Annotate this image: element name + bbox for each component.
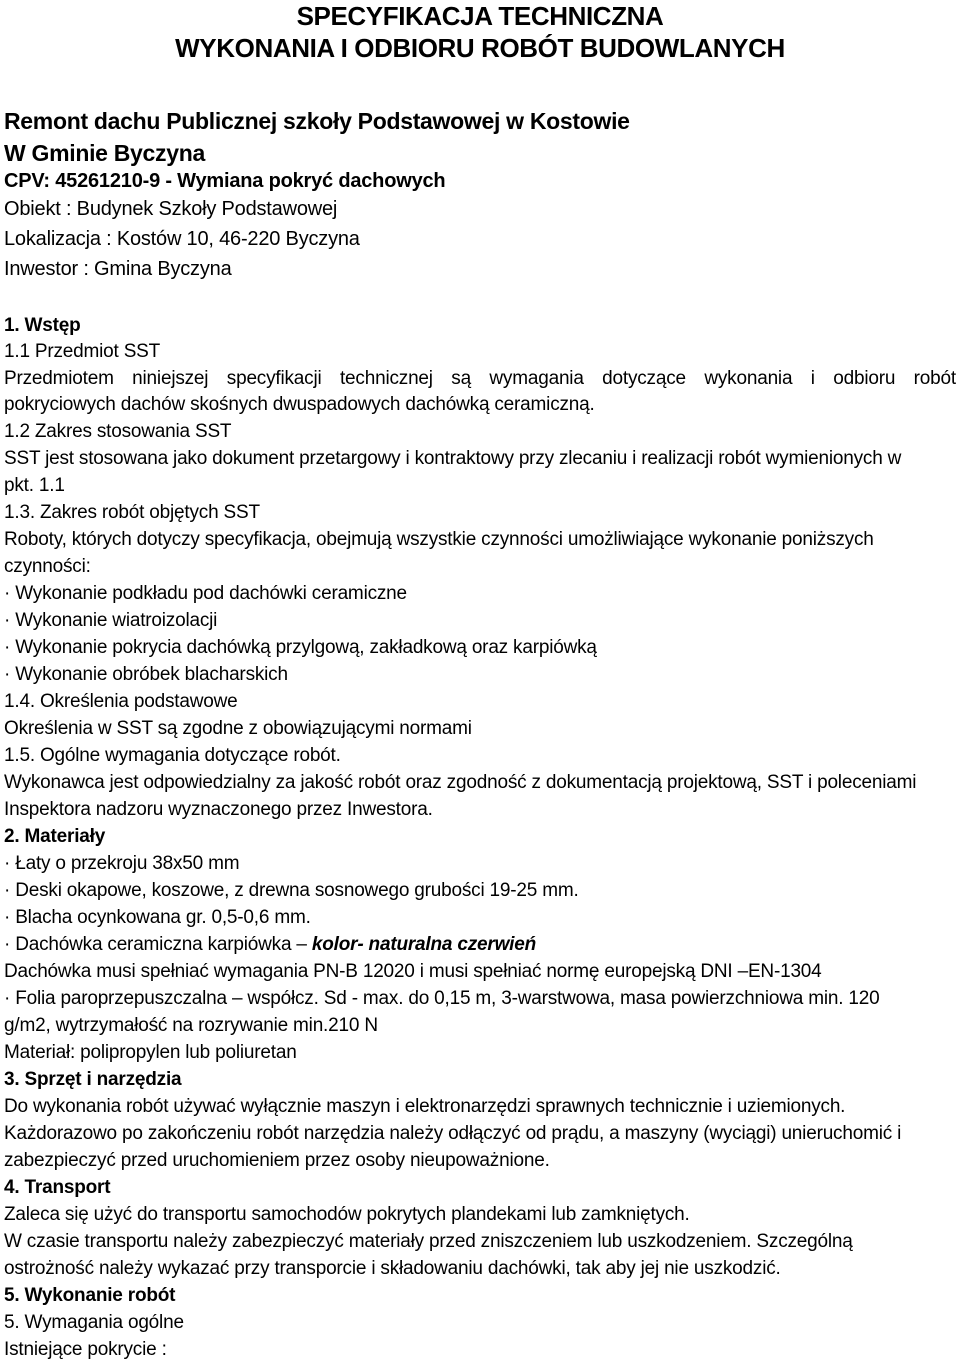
location-info: Lokalizacja : Kostów 10, 46-220 Byczyna [4,228,360,250]
section-2-heading: 2. Materiały [4,826,106,847]
section-4-paragraph-line-2: W czasie transportu należy zabezpieczyć materiały przed zniszczeniem lub uszkodzeniem. Szczególną [4,1231,853,1252]
material-item-boards: · Deski okapowe, koszowe, z drewna sosnowego grubości 19-25 mm. [4,880,579,901]
material-item-laths: · Łaty o przekroju 38x50 mm [4,853,240,874]
section-1-3-paragraph-line-1: Roboty, których dotyczy specyfikacja, obejmują wszystkie czynności umożliwiające wykonanie poniższych [4,529,874,550]
section-1-heading: 1. Wstęp [4,315,81,336]
section-1-5-paragraph-line-1: Wykonawca jest odpowiedzialny za jakość robót oraz zgodność z dokumentacją projektową, SST i poleceniami [4,772,917,793]
investor-info: Inwestor : Gmina Byczyna [4,258,232,280]
section-5-heading: 5. Wykonanie robót [4,1285,176,1306]
section-4-paragraph-line-3: ostrożność należy wykazać przy transporcie i składowaniu dachówki, tak aby jej nie uszkodzić. [4,1258,781,1279]
section-3-paragraph-line-2: Każdorazowo po zakończeniu robót narzędzia należy odłączyć od prądu, a maszyny (wyciągi) unieruchomić i [4,1123,902,1144]
list-item: · Wykonanie podkładu pod dachówki ceramiczne [4,583,407,604]
section-1-1-paragraph-line-2: pokryciowych dachów skośnych dwuspadowych dachówką ceramiczną. [4,394,595,415]
project-name-line-1: Remont dachu Publicznej szkoły Podstawowej w Kostowie [4,108,630,134]
section-3-paragraph-line-3: zabezpieczyć przed uruchomieniem przez osoby nieupoważnione. [4,1150,550,1171]
section-1-2-paragraph-line-1: SST jest stosowana jako dokument przetargowy i kontraktowy przy zlecaniu i realizacji robót wymienionych w [4,448,902,469]
list-item: · Wykonanie pokrycia dachówką przylgową, zakładkową oraz karpiówką [4,637,597,658]
section-1-1-paragraph-line-1: Przedmiotem niniejszej specyfikacji technicznej są wymagania dotyczące wykonania i odbioru robót [4,368,956,389]
material-item-foil-line-2: g/m2, wytrzymałość na rozrywanie min.210 N [4,1015,378,1036]
material-item-roof-tile [4,933,536,957]
roof-tile-requirement: Dachówka musi spełniać wymagania PN-B 12020 i musi spełniać normę europejską DNI –EN-1304 [4,961,822,982]
roof-tile-label: · Dachówka ceramiczna karpiówka – [4,934,312,955]
section-3-heading: 3. Sprzęt i narzędzia [4,1069,182,1090]
foil-material: Materiał: polipropylen lub poliuretan [4,1042,297,1063]
section-1-2-paragraph-line-2: pkt. 1.1 [4,475,65,496]
list-item: · Wykonanie wiatroizolacji [4,610,218,631]
section-1-3-paragraph-line-2: czynności: [4,556,91,577]
document-title-line-1: SPECYFIKACJA TECHNICZNA [296,1,664,31]
section-1-4-heading: 1.4. Określenia podstawowe [4,691,238,712]
section-1-5-paragraph-line-2: Inspektora nadzoru wyznaczonego przez Inwestora. [4,799,433,820]
section-1-4-paragraph: Określenia w SST są zgodne z obowiązującymi normami [4,718,472,739]
section-1-3-heading: 1.3. Zakres robót objętych SST [4,502,260,523]
material-item-foil-line-1: · Folia paroprzepuszczalna – współcz. Sd - max. do 0,15 m, 3-warstwowa, masa powierzchniowa min. 120 [4,988,880,1009]
object-info: Obiekt : Budynek Szkoły Podstawowej [4,198,338,220]
document-title-line-2: WYKONANIA I ODBIORU ROBÓT BUDOWLANYCH [175,33,785,63]
existing-roofing-label: Istniejące pokrycie : [4,1339,167,1360]
section-4-heading: 4. Transport [4,1177,111,1198]
project-name-line-2: W Gminie Byczyna [4,140,205,166]
section-1-1-heading: 1.1 Przedmiot SST [4,341,161,362]
section-4-paragraph-line-1: Zaleca się użyć do transportu samochodów pokrytych plandekami lub zamkniętych. [4,1204,690,1225]
section-1-5-heading: 1.5. Ogólne wymagania dotyczące robót. [4,745,341,766]
section-5-subheading: 5. Wymagania ogólne [4,1312,184,1333]
material-item-sheet: · Blacha ocynkowana gr. 0,5-0,6 mm. [4,907,311,928]
roof-tile-color: kolor- naturalna czerwień [311,934,537,955]
section-3-paragraph-line-1: Do wykonania robót używać wyłącznie maszyn i elektronarzędzi sprawnych technicznie i uziemionych. [4,1096,846,1117]
section-1-2-heading: 1.2 Zakres stosowania SST [4,421,232,442]
cpv-code: CPV: 45261210-9 - Wymiana pokryć dachowych [4,170,446,192]
list-item: · Wykonanie obróbek blacharskich [4,664,288,685]
